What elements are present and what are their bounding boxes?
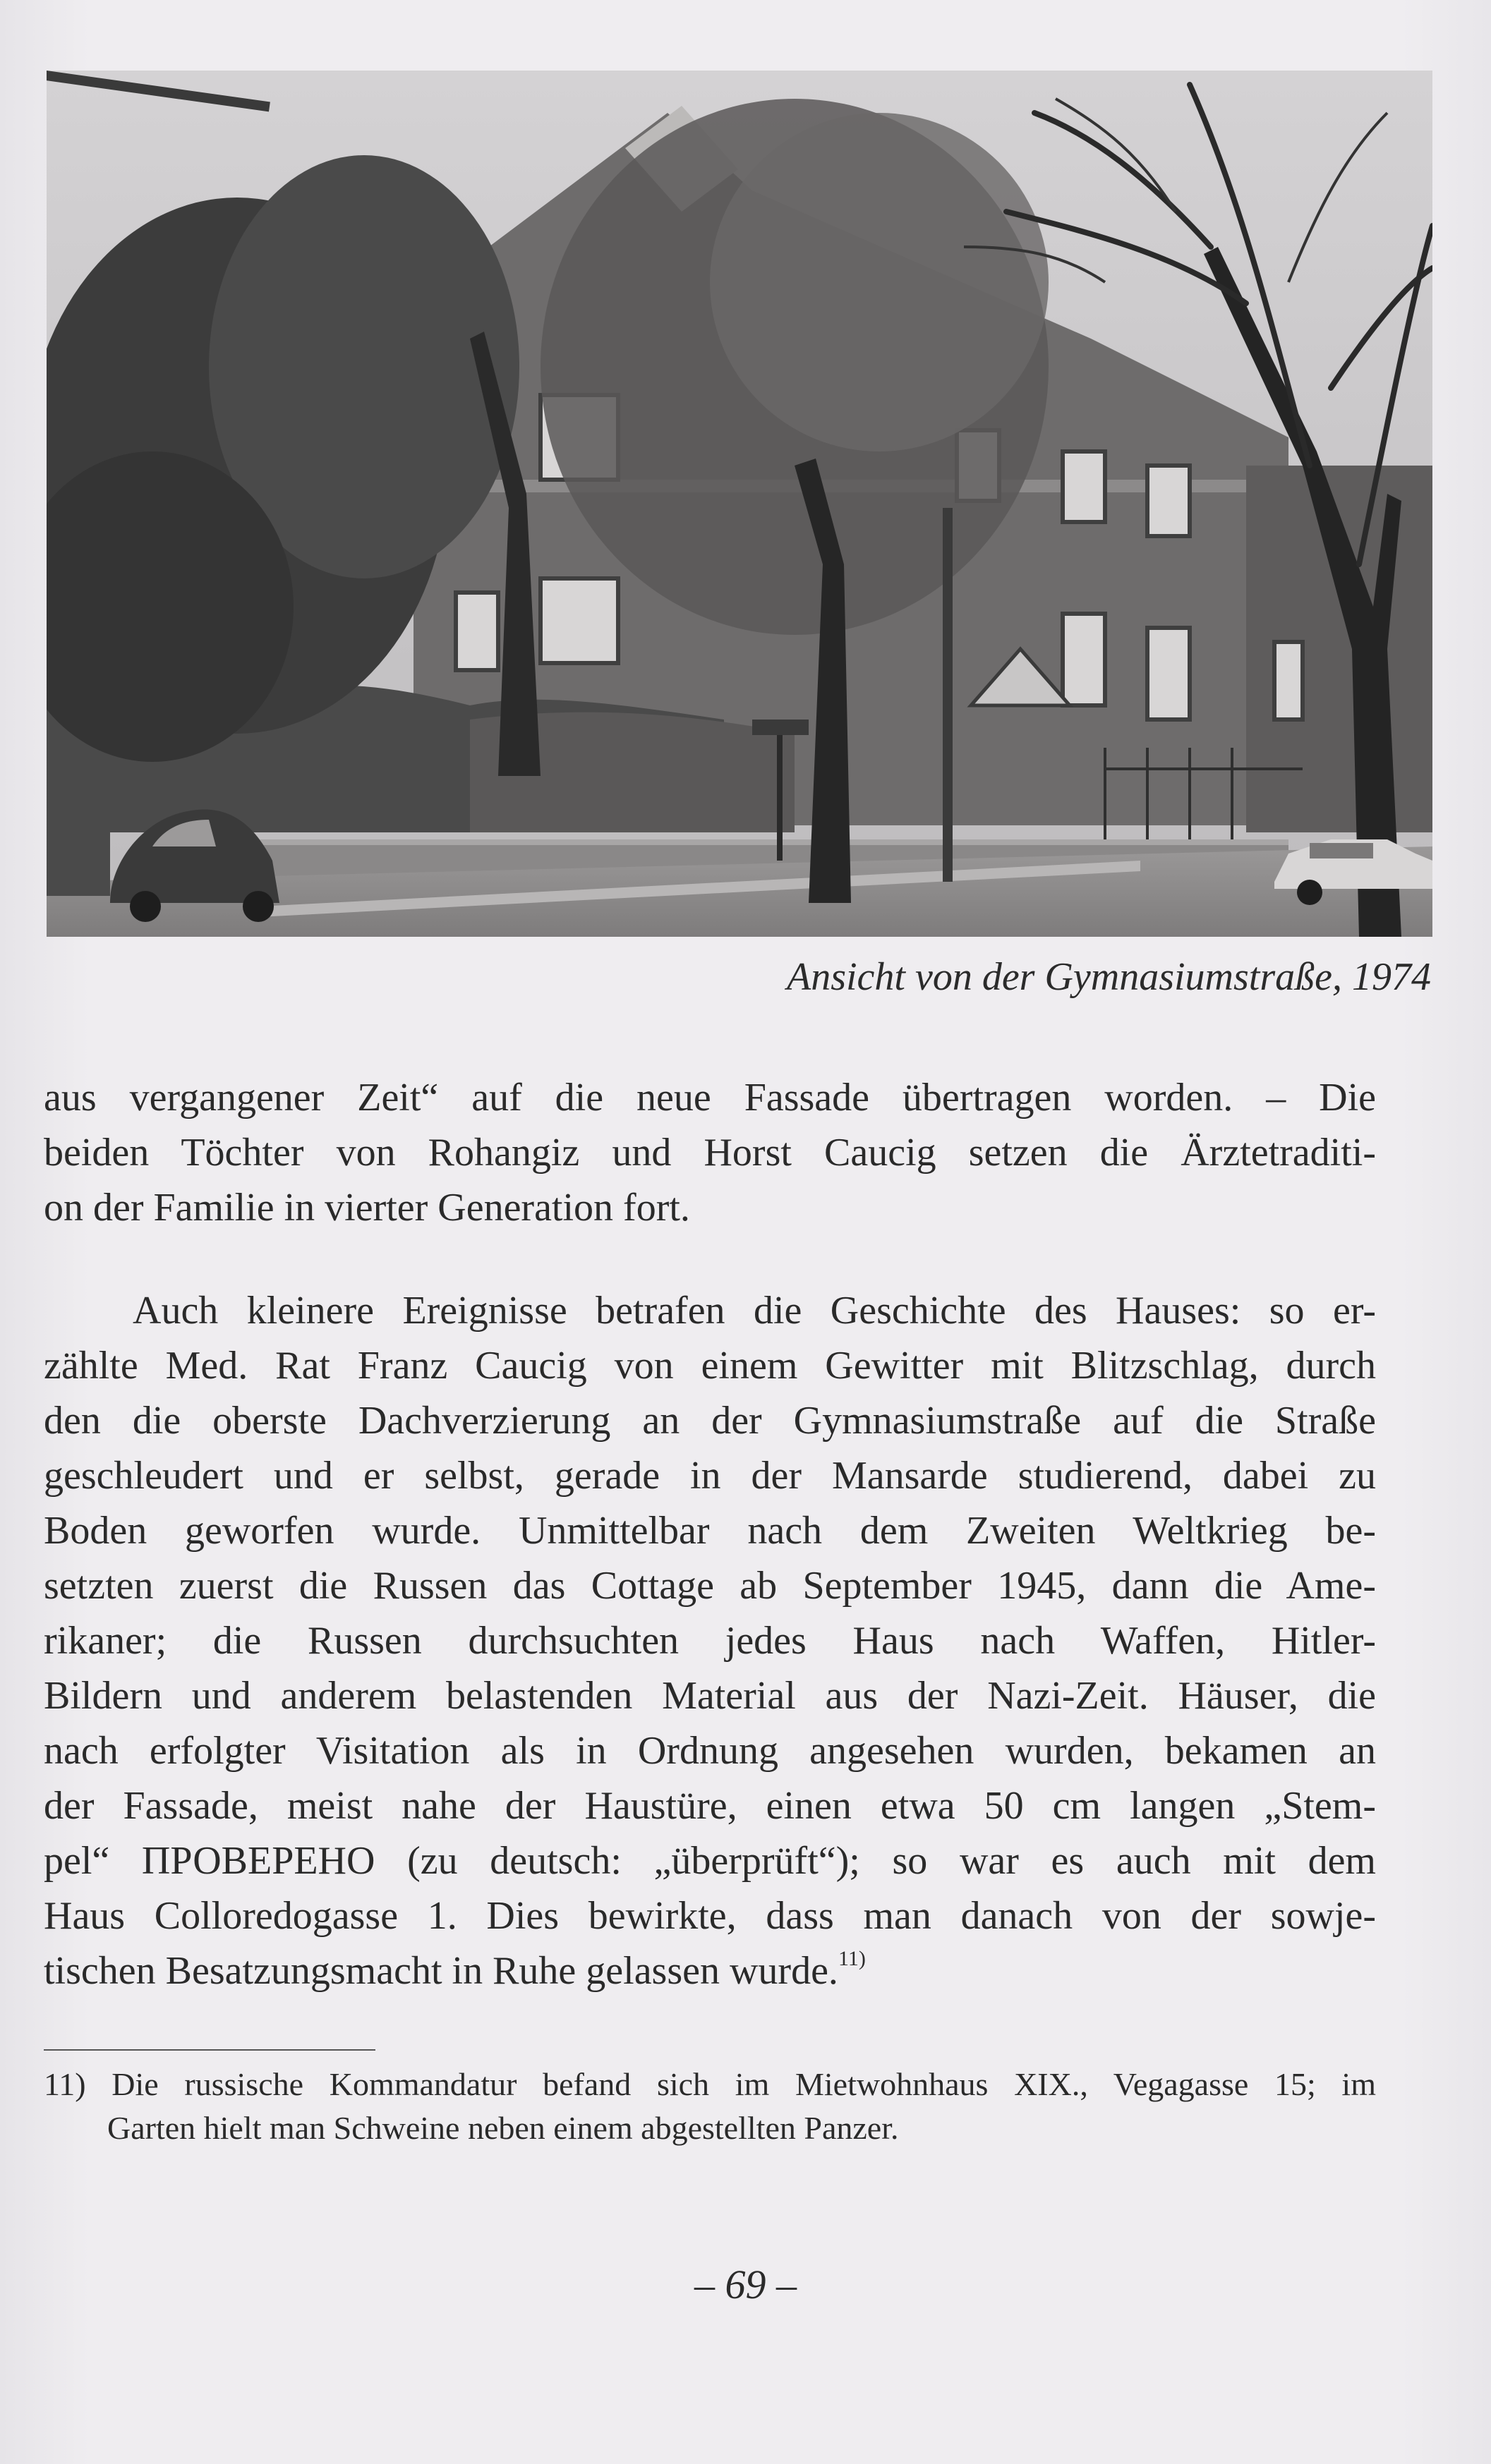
text-line: nach erfolgter Visitation als in Ordnung angesehen wurden, bekamen an: [44, 1729, 1376, 1773]
text-line: geschleudert und er selbst, gerade in der Mansarde studierend, dabei zu: [44, 1454, 1376, 1498]
house-photo: [47, 71, 1432, 937]
footnote-marker[interactable]: 11): [838, 1947, 866, 1970]
text-line: rikaner; die Russen durchsuchten jedes Haus nach Waffen, Hitler-: [44, 1619, 1376, 1663]
footnote-divider: [44, 2049, 375, 2051]
text-line: der Fassade, meist nahe der Haustüre, einen etwa 50 cm langen „Stem-: [44, 1784, 1376, 1828]
text-line: zählte Med. Rat Franz Caucig von einem Gewitter mit Blitzschlag, durch: [44, 1344, 1376, 1388]
footnote-line: 11) Die russische Kommandatur befand sich im Mietwohnhaus XIX., Vegagasse 15; im: [44, 2066, 1376, 2102]
text-line: den die oberste Dachverzierung an der Gymnasiumstraße auf die Straße: [44, 1399, 1376, 1443]
text-line: setzten zuerst die Russen das Cottage ab September 1945, dann die Ame-: [44, 1564, 1376, 1608]
footnote: [44, 2063, 1376, 2150]
paragraph-2: [44, 1283, 1376, 1998]
page-number: – 69 –: [694, 2262, 797, 2307]
house-photo-icon: [47, 71, 1432, 937]
footnote-line: Garten hielt man Schweine neben einem abgestellten Panzer.: [107, 2110, 899, 2146]
text-line: on der Familie in vierter Generation fort.: [44, 1186, 690, 1230]
paragraph-1: [44, 1070, 1376, 1235]
text-line: Bildern und anderem belastenden Material aus der Nazi-Zeit. Häuser, die: [44, 1674, 1376, 1718]
text-line: beiden Töchter von Rohangiz und Horst Caucig setzen die Ärztetraditi-: [44, 1131, 1376, 1175]
text-line: pel“ ПРОВЕРЕНО (zu deutsch: „überprüft“); so war es auch mit dem: [44, 1839, 1376, 1883]
text-line-last: [44, 1943, 1376, 1998]
text-line: Boden geworfen wurde. Unmittelbar nach dem Zweiten Weltkrieg be-: [44, 1509, 1376, 1553]
text-line: Haus Colloredogasse 1. Dies bewirkte, dass man danach von der sowje-: [44, 1894, 1376, 1938]
text-line: aus vergangener Zeit“ auf die neue Fassade übertragen worden. – Die: [44, 1076, 1376, 1119]
photo-caption: Ansicht von der Gymnasiumstraße, 1974: [786, 955, 1431, 999]
text-line-content: tischen Besatzungsmacht in Ruhe gelassen wurde.: [44, 1949, 838, 1993]
text-line: Auch kleinere Ereignisse betrafen die Geschichte des Hauses: so er-: [133, 1289, 1376, 1333]
